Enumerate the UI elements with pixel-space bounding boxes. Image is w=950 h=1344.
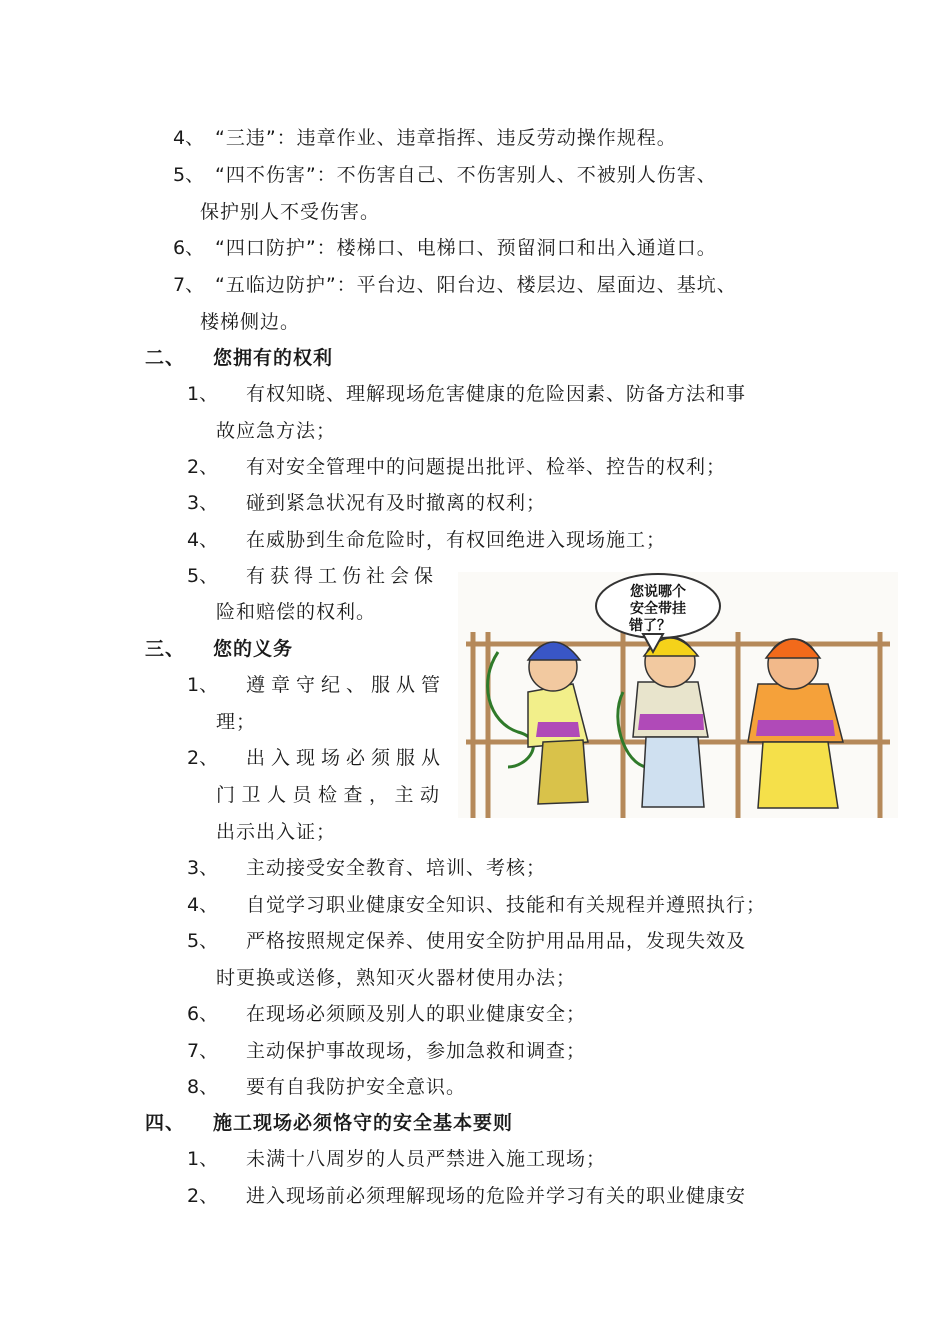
section-title: 施工现场必须恪守的安全基本要则 [213, 1112, 514, 1134]
list-item-text: 险和赔偿的权利。 [216, 601, 377, 623]
list-number: 7、 [173, 274, 205, 296]
list-item-text: 主动接受安全教育、培训、考核； [246, 857, 547, 879]
list-item-text: 自觉学习职业健康安全知识、技能和有关规程并遵照执行； [246, 894, 767, 916]
list-item-text: 出入现场必须服从 [246, 747, 447, 769]
list-number: 1、 [187, 1148, 219, 1170]
list-number: 3、 [187, 492, 219, 514]
list-number: 4、 [187, 894, 219, 916]
list-item-text: “四不伤害”：不伤害自己、不伤害别人、不被别人伤害、 [215, 164, 717, 186]
list-item-text: 保护别人不受伤害。 [200, 201, 381, 223]
list-item-text: 进入现场前必须理解现场的危险并学习有关的职业健康安 [246, 1185, 747, 1207]
section-title: 您拥有的权利 [213, 347, 334, 369]
list-item-text: 碰到紧急状况有及时撤离的权利； [246, 492, 547, 514]
list-number: 6、 [173, 237, 205, 259]
list-item-text: 出示出入证； [216, 821, 337, 843]
section-title: 您的义务 [213, 638, 294, 660]
list-item-text: 有权知晓、理解现场危害健康的危险因素、防备方法和事 [246, 383, 747, 405]
list-number: 4、 [187, 529, 219, 551]
section-number: 四、 [145, 1112, 186, 1134]
list-item-text: 楼梯侧边。 [200, 311, 301, 333]
list-number: 5、 [187, 565, 219, 587]
list-item-text: 在威胁到生命危险时，有权回绝进入现场施工； [246, 529, 667, 551]
section-number: 二、 [145, 347, 186, 369]
list-item-text: 理； [216, 711, 257, 733]
speech-bubble-line: 安全带挂 [630, 601, 686, 617]
list-number: 2、 [187, 1185, 219, 1207]
list-number: 4、 [173, 127, 205, 149]
list-item-text: 有获得工伤社会保 [246, 565, 439, 587]
list-item-text: “四口防护”：楼梯口、电梯口、预留洞口和出入通道口。 [215, 237, 717, 259]
safety-harness-cartoon [458, 572, 898, 818]
list-item-text: “五临边防护”：平台边、阳台边、楼层边、屋面边、基坑、 [215, 274, 737, 296]
list-number: 2、 [187, 456, 219, 478]
list-number: 5、 [187, 930, 219, 952]
list-number: 2、 [187, 747, 219, 769]
list-item-text: 在现场必须顾及别人的职业健康安全； [246, 1003, 587, 1025]
list-item-text: 要有自我防护安全意识。 [246, 1076, 467, 1098]
speech-bubble-line: 您说哪个 [630, 584, 686, 600]
list-item-text: 故应急方法； [216, 420, 337, 442]
list-number: 1、 [187, 674, 219, 696]
list-number: 1、 [187, 383, 219, 405]
list-number: 3、 [187, 857, 219, 879]
list-item-text: 未满十八周岁的人员严禁进入施工现场； [246, 1148, 607, 1170]
section-number: 三、 [145, 638, 186, 660]
list-item-text: “三违”：违章作业、违章指挥、违反劳动操作规程。 [215, 127, 677, 149]
list-item-text: 门卫人员检查，主动 [216, 784, 446, 806]
list-item-text: 主动保护事故现场，参加急救和调查； [246, 1040, 587, 1062]
list-item-text: 遵章守纪、服从管 [246, 674, 447, 696]
list-item-text: 有对安全管理中的问题提出批评、检举、控告的权利； [246, 456, 727, 478]
list-item-text: 严格按照规定保养、使用安全防护用品用品，发现失效及 [246, 930, 747, 952]
list-number: 7、 [187, 1040, 219, 1062]
list-number: 5、 [173, 164, 205, 186]
list-number: 6、 [187, 1003, 219, 1025]
list-item-text: 时更换或送修，熟知灭火器材使用办法； [216, 967, 577, 989]
list-number: 8、 [187, 1076, 219, 1098]
speech-bubble-line: 错了？ [629, 618, 671, 634]
